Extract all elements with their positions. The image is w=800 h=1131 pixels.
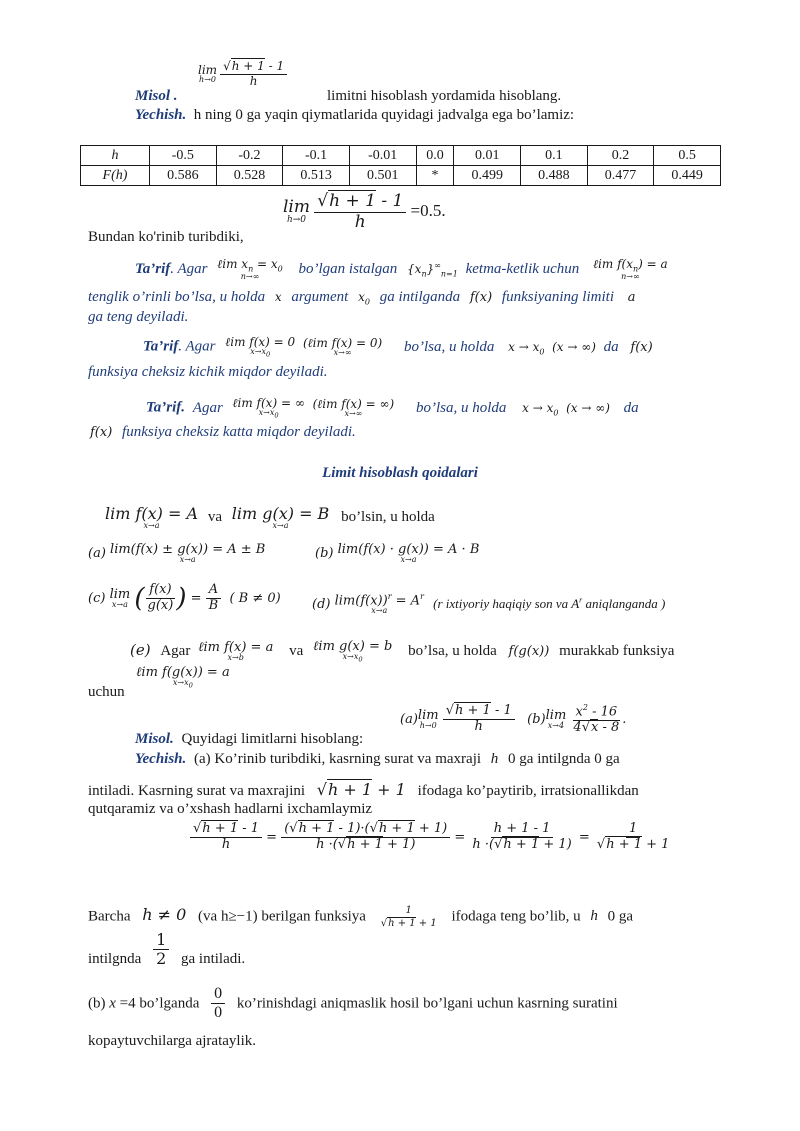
rule-e-formula: ℓim f(g(x)) = a $x\to x_0$: [136, 665, 230, 690]
def2-line1: Ta’rif. Agar ℓim f(x) = 0 $x\to x_0$ (ℓim f(x) = 0) x→∞ bo’lsa, u holda $x \to x_0$ (x → ∞) da f(x): [143, 335, 653, 359]
conclusion-text: Bundan ko'rinib turibdiki,: [88, 229, 244, 245]
example1-line: Misol . limitni hisoblash yordamida hisoblang.: [135, 88, 562, 104]
table-header-h: h: [81, 146, 150, 166]
example2-text: Quyidagi limitlarni hisoblang:: [181, 731, 364, 747]
conclusion-result: =0.5.: [410, 200, 446, 220]
def1-text: argument: [291, 289, 349, 305]
partb-text: (b): [88, 995, 106, 1012]
def1-text: tenglik o’rinli bo’lsa, u holda: [88, 289, 266, 305]
table-cell: -0.01: [349, 146, 416, 166]
solution2-line2: intiladi. Kasrning surat va maxrajini √h + 1 + 1 ifodaga ko’paytirib, irratsionallikdan: [88, 780, 639, 799]
def2-text: da: [603, 338, 619, 355]
solution2-text: (a) Ko’rinib turibdiki, kasrning surat va maxraji: [194, 751, 482, 767]
example1-text: limitni hisoblash yordamida hisoblang.: [327, 88, 562, 104]
rules-intro: lim f(x) = A x→a va lim g(x) = B x→a bo’lsin, u holda: [105, 504, 435, 530]
table-cell: 0.499: [454, 166, 521, 186]
rules-text: Agar: [160, 643, 191, 660]
example1-limit-formula: lim h→0 $\frac{√h + 1 - 1}{h}$: [198, 60, 287, 89]
table-cell: -0.2: [216, 146, 283, 166]
table-cell: 0.513: [283, 166, 350, 186]
table-cell: -0.1: [283, 146, 350, 166]
rules-text: murakkab funksiya: [559, 643, 675, 660]
table-header-fh: F(h): [81, 166, 150, 186]
rules-text: bo’lsin, u holda: [341, 509, 435, 526]
example2-formulas: (a) lim h→0 $\frac{√h + 1 - 1}{h}$ (b) lim x→4 $\frac{x^2 - 16}{4√x - 8}$ .: [400, 703, 627, 736]
partb-text: ko’rinishdagi aniqmaslik hosil bo’lgani uchun kasrning suratini: [236, 995, 618, 1012]
table-cell: -0.5: [150, 146, 217, 166]
def2-line2: funksiya cheksiz kichik miqdor deyiladi.: [88, 364, 328, 380]
table-cell: 0.0: [416, 146, 454, 166]
rationalization-formula: $\frac{√h + 1 - 1}{h}$ = $\frac{(√h + 1 - 1)\cdot(√h + 1 + 1)}{h \cdot(√h + 1 + 1)}$ = $\frac{h + 1 - 1}{h \cdot(√h + 1 + 1)}$ = $\frac{1}{√h + 1 + 1}$: [190, 822, 672, 853]
def1-line3: ga teng deyiladi.: [88, 309, 189, 325]
solution1-label: Yechish.: [135, 107, 187, 123]
table-cell: 0.01: [454, 146, 521, 166]
barcha-text: intilgnda: [88, 951, 142, 968]
rules-text: bo’lsa, u holda: [408, 643, 497, 660]
table-cell: 0.449: [654, 166, 721, 186]
rule-a: (a) lim(f(x) ± g(x)) = A ± B x→a: [88, 542, 266, 564]
def3-text: Agar: [192, 399, 223, 416]
def3-text: da: [623, 399, 639, 416]
table-cell: 0.501: [349, 166, 416, 186]
def1-text: ketma-ketlik uchun: [465, 261, 580, 278]
def1-text: . Agar: [170, 261, 208, 278]
barcha-text: ga intiladi.: [181, 951, 246, 968]
solution1-text: h ning 0 ga yaqin qiymatlarida quyidagi jadvalga ega bo’lamiz:: [193, 107, 575, 123]
values-table: [80, 145, 721, 186]
rule-d-note: aniqlanganda: [585, 595, 658, 611]
partb-line1: (b) x =4 bo’lganda $\frac{0}{0}$ ko’rinishdagi aniqmaslik hosil bo’lgani uchun kasrning suratini: [88, 985, 618, 1022]
example1-label: Misol: [135, 88, 171, 104]
def3-text: bo’lsa, u holda: [415, 399, 507, 416]
table-cell: 0.586: [150, 166, 217, 186]
rule-e: (e) Agar ℓim f(x) = a x→b va ℓim g(x) = b $x\to x_0$ bo’lsa, u holda f(g(x)) murakkab funksiya: [130, 639, 675, 664]
table-cell: *: [416, 166, 454, 186]
def3-line1: Ta’rif. Agar ℓim f(x) = ∞ $x\to x_0$ (ℓim f(x) = ∞) x→∞ bo’lsa, u holda $x \to x_0$ (x → ∞) da: [146, 396, 639, 420]
rules-heading: Limit hisoblash qoidalari: [322, 465, 478, 481]
barcha-text: (va h≥−1) berilgan funksiya: [198, 908, 366, 925]
rule-e-uchun: uchun: [88, 684, 125, 700]
def2-label: Ta’rif: [143, 338, 179, 355]
conclusion-formula: lim h→0 $\frac{√h + 1 - 1}{h}$ =0.5.: [283, 191, 446, 232]
barcha-text: ifodaga teng bo’lib, u: [451, 908, 581, 925]
def3-label: Ta’rif.: [146, 399, 186, 416]
def2-text: bo’lsa, u holda: [403, 338, 495, 355]
table-cell: 0.5: [654, 146, 721, 166]
def3-text: funksiya cheksiz katta miqdor deyiladi.: [122, 424, 356, 440]
table-row-fh: [81, 166, 721, 186]
solution2-text: 0 ga intilgnda 0 ga: [508, 751, 620, 767]
barcha-line: Barcha h ≠ 0 (va h≥−1) berilgan funksiya $\frac{1}{√h + 1 + 1}$ ifodaga teng bo’lib, u h 0 ga: [88, 905, 634, 929]
partb-line2: kopaytuvchilarga ajrataylik.: [88, 1033, 256, 1049]
def2-text: . Agar: [178, 338, 216, 355]
solution2-line1: Yechish. (a) Ko’rinib turibdiki, kasrning surat va maxraji h 0 ga intilgnda 0 ga: [135, 751, 620, 767]
rules-text: va: [289, 643, 304, 660]
rules-text: va: [207, 509, 222, 526]
table-cell: 0.1: [521, 146, 588, 166]
solution2-text: intiladi. Kasrning surat va maxrajini: [88, 783, 306, 799]
def1-text: funksiyaning limiti: [501, 289, 614, 305]
solution2-text: ifodaga ko’paytirib, irratsionallikdan: [417, 783, 639, 799]
table-row-h: [81, 146, 721, 166]
example2-line: [135, 731, 363, 748]
intilgnda-line: intilgnda $\frac{1}{2}$ ga intiladi.: [88, 930, 246, 969]
def1-label: Ta’rif: [135, 261, 171, 278]
solution2-label: Yechish.: [135, 751, 187, 767]
solution2-line3: qutqaramiz va o’xshash hadlarni ixchamlaymiz: [88, 801, 373, 817]
partb-text: =4 bo’lganda: [119, 995, 200, 1012]
rule-d-note: r ixtiyoriy haqiqiy son va A: [437, 595, 580, 611]
def3-line2: f(x) funksiya cheksiz katta miqdor deyiladi.: [90, 424, 356, 440]
table-cell: 0.2: [587, 146, 654, 166]
barcha-text: 0 ga: [607, 908, 634, 925]
rule-d: (d) $\lim(f(x))^r = A^r$ x→a (r ixtiyoriy haqiqiy son va $A^r$ aniqlanganda ): [312, 592, 666, 616]
def1-text: ga intilganda: [379, 289, 461, 305]
barcha-text: Barcha: [88, 908, 131, 925]
table-cell: 0.528: [216, 166, 283, 186]
rule-c: (c) lim x→a ( $\frac{f(x)}{g(x)}$ ) = $\frac{A}{B}$ ( B ≠ 0): [88, 582, 281, 614]
solution1-line: [135, 107, 574, 124]
table-cell: 0.488: [521, 166, 588, 186]
rule-b: (b) lim(f(x) · g(x)) = A · B x→a: [315, 542, 480, 564]
example2-label: Misol.: [135, 731, 174, 747]
def1-line2: tenglik o’rinli bo’lsa, u holda x argument $x_0$ ga intilganda f(x) funksiyaning limiti a: [88, 289, 636, 307]
table-cell: 0.477: [587, 166, 654, 186]
def1-text: bo’lgan istalgan: [298, 261, 398, 278]
def1-line1: Ta’rif. Agar ℓim $x_n = x_0$ n→∞ bo’lgan istalgan $\{x_n\}^\infty_{n=1}$ ketma-ketlik uchun ℓim $f(x_n) = a$ n→∞: [135, 257, 668, 282]
